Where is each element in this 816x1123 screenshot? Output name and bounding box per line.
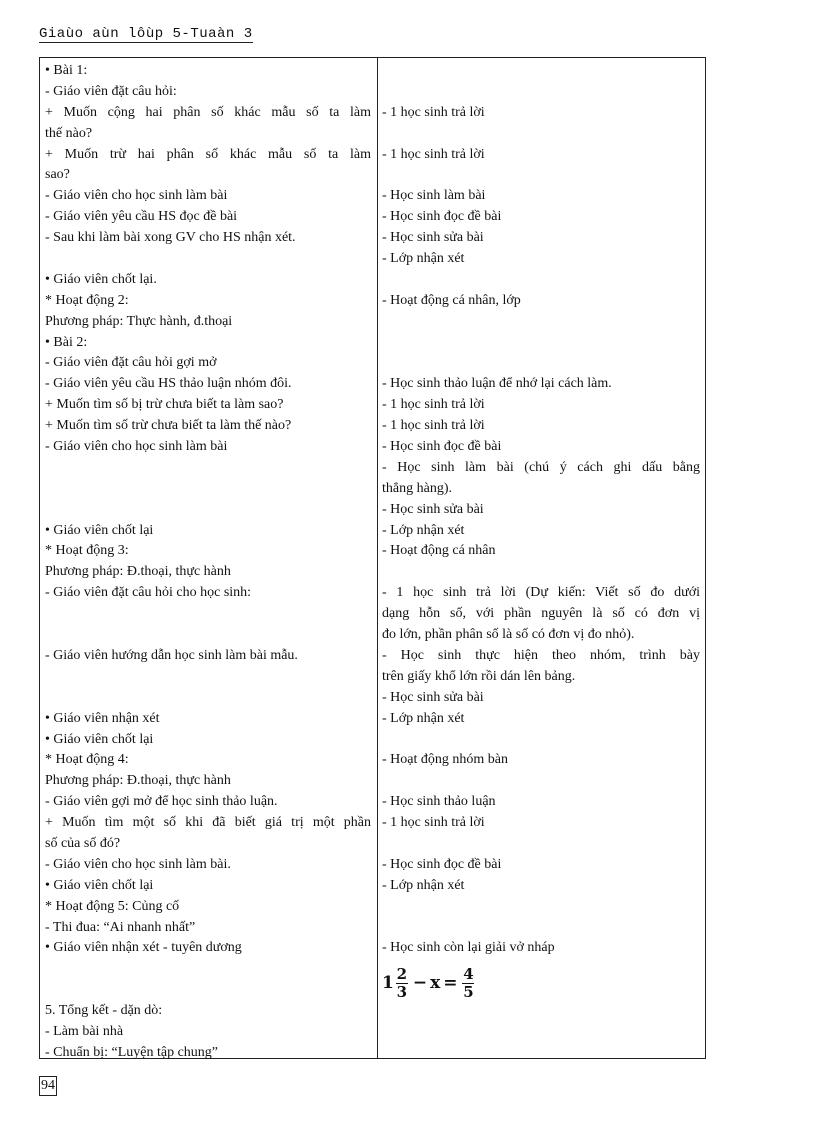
teacher-line: + Muốn tìm một số khi đã biết giá trị một phần [45, 815, 371, 831]
student-line: - Lớp nhận xét [382, 251, 465, 267]
teacher-line: - Giáo viên gợi mở để học sinh thảo luận. [45, 794, 278, 810]
teacher-line: + Muốn tìm số bị trừ chưa biết ta làm sao? [45, 397, 284, 413]
lesson-plan-table [39, 57, 706, 1059]
teacher-activities-column [45, 61, 371, 1064]
teacher-line: • Bài 1: [45, 63, 88, 78]
teacher-line: * Hoạt động 4: [45, 752, 129, 768]
student-line: - Học sinh đọc đề bài [382, 439, 502, 455]
student-line: - Học sinh thảo luận để nhớ lại cách làm. [382, 376, 612, 392]
teacher-line: - Giáo viên cho học sinh làm bài [45, 188, 228, 204]
teacher-line: Phương pháp: Đ.thoại, thực hành [45, 773, 231, 789]
student-line [382, 353, 700, 374]
teacher-line [45, 625, 371, 646]
teacher-line: * Hoạt động 5: Củng cố [45, 898, 180, 914]
formula-whole: 1 [382, 972, 394, 993]
teacher-line [45, 604, 371, 625]
student-line [382, 562, 700, 583]
student-line [382, 82, 700, 103]
student-line: - Học sinh sửa bài [382, 689, 484, 705]
teacher-line: + Muốn tìm số trừ chưa biết ta làm thế nào? [45, 418, 292, 434]
student-line: - Học sinh còn lại giải vở nháp [382, 940, 555, 956]
student-line [382, 834, 700, 855]
student-line: - Hoạt động nhóm bàn [382, 752, 508, 768]
teacher-line [45, 458, 371, 479]
student-line: đo lớn, phần phân số là số có đơn vị đo nhỏ). [382, 627, 635, 643]
student-line: - Học sinh thảo luận [382, 794, 496, 810]
student-line: - Hoạt động cá nhân [382, 543, 496, 559]
student-line [382, 918, 700, 939]
formula-numerator: 2 [396, 964, 408, 983]
student-line: - 1 học sinh trả lời [382, 146, 485, 162]
student-line [382, 897, 700, 918]
student-activities-column [382, 61, 700, 1005]
student-line: - Học sinh sửa bài [382, 501, 484, 517]
teacher-line [45, 667, 371, 688]
student-line: - Học sinh làm bài [382, 188, 486, 204]
teacher-line: - Giáo viên cho học sinh làm bài. [45, 856, 231, 872]
teacher-line: * Hoạt động 2: [45, 292, 129, 308]
student-line: - 1 học sinh trả lời [382, 397, 485, 413]
student-line: - 1 học sinh trả lời (Dự kiến: Viết số đo dưới [382, 585, 700, 601]
teacher-line: - Giáo viên đặt câu hỏi cho học sinh: [45, 585, 252, 601]
teacher-line: - Thi đua: “Ai nhanh nhất” [45, 919, 196, 935]
formula-operator: − [412, 972, 428, 993]
teacher-line: • Bài 2: [45, 334, 88, 350]
teacher-line: • Giáo viên nhận xét [45, 710, 160, 726]
formula-rhs-denominator: 5 [463, 982, 474, 1001]
teacher-line [45, 980, 371, 1001]
student-line: - Hoạt động cá nhân, lớp [382, 292, 521, 308]
teacher-line: - Làm bài nhà [45, 1023, 124, 1039]
student-line: - Học sinh đọc đề bài [382, 209, 502, 225]
teacher-line: - Giáo viên yêu cầu HS đọc đề bài [45, 209, 238, 225]
student-line [382, 771, 700, 792]
formula-equals: = [443, 972, 458, 993]
student-line: - Học sinh sửa bài [382, 230, 484, 246]
teacher-line: • Giáo viên nhận xét - tuyên dương [45, 940, 242, 956]
teacher-line [45, 479, 371, 500]
teacher-line: - Chuẩn bị: “Luyện tập chung” [45, 1044, 219, 1060]
teacher-line: + Muốn trừ hai phân số khác mẫu số ta làm [45, 146, 371, 162]
teacher-line: • Giáo viên chốt lại [45, 731, 154, 747]
formula-fraction [396, 966, 408, 1001]
teacher-line: • Giáo viên chốt lại [45, 522, 154, 538]
student-line [382, 270, 700, 291]
formula-rhs-numerator: 4 [463, 964, 474, 983]
teacher-line: * Hoạt động 3: [45, 543, 129, 559]
student-line: dạng hỗn số, với phần nguyên là số có đơn vị [382, 606, 700, 622]
formula-denominator: 3 [396, 982, 408, 1001]
teacher-line: • Giáo viên chốt lại. [45, 271, 157, 287]
student-line: - 1 học sinh trả lời [382, 815, 485, 831]
equation-formula [382, 959, 700, 1005]
teacher-line: Phương pháp: Thực hành, đ.thoại [45, 313, 233, 329]
student-line [382, 61, 700, 82]
formula-rhs-fraction [462, 966, 474, 1001]
teacher-line: sao? [45, 167, 70, 183]
student-line: thẳng hàng). [382, 480, 452, 496]
student-line: - Học sinh làm bài (chú ý cách ghi dấu bằng [382, 459, 700, 475]
teacher-line [45, 249, 371, 270]
student-line [382, 165, 700, 186]
student-line: - 1 học sinh trả lời [382, 418, 485, 434]
teacher-line: 5. Tổng kết - dặn dò: [45, 1003, 163, 1019]
teacher-line: - Giáo viên đặt câu hỏi: [45, 83, 177, 99]
student-line: - Lớp nhận xét [382, 877, 465, 893]
student-line [382, 333, 700, 354]
teacher-line: thế nào? [45, 125, 93, 141]
teacher-line: Phương pháp: Đ.thoại, thực hành [45, 564, 231, 580]
teacher-line: - Giáo viên yêu cầu HS thảo luận nhóm đôi. [45, 376, 292, 392]
teacher-line: - Giáo viên đặt câu hỏi gợi mở [45, 355, 217, 371]
teacher-line: - Giáo viên hướng dẫn học sinh làm bài mẫu. [45, 647, 298, 663]
student-line: - Học sinh đọc đề bài [382, 856, 502, 872]
student-line [382, 730, 700, 751]
student-line: trên giấy khổ lớn rồi dán lên bảng. [382, 668, 576, 684]
teacher-line: - Sau khi làm bài xong GV cho HS nhận xét. [45, 230, 296, 246]
student-line: - Lớp nhận xét [382, 710, 465, 726]
page-header-title: Giaùo aùn lôùp 5-Tuaàn 3 [39, 26, 253, 42]
student-line [382, 312, 700, 333]
teacher-line: - Giáo viên cho học sinh làm bài [45, 439, 228, 455]
teacher-line: số của số đó? [45, 835, 121, 851]
teacher-line [45, 959, 371, 980]
teacher-line: • Giáo viên chốt lại [45, 877, 154, 893]
student-line: - Lớp nhận xét [382, 522, 465, 538]
student-line: - 1 học sinh trả lời [382, 104, 485, 120]
teacher-line [45, 688, 371, 709]
teacher-line: + Muốn cộng hai phân số khác mẫu số ta làm [45, 104, 371, 120]
teacher-line [45, 500, 371, 521]
page-number: 94 [39, 1076, 57, 1096]
student-line: - Học sinh thực hiện theo nhóm, trình bày [382, 647, 700, 663]
column-divider [377, 58, 378, 1058]
student-line [382, 124, 700, 145]
formula-variable: x [430, 972, 441, 993]
